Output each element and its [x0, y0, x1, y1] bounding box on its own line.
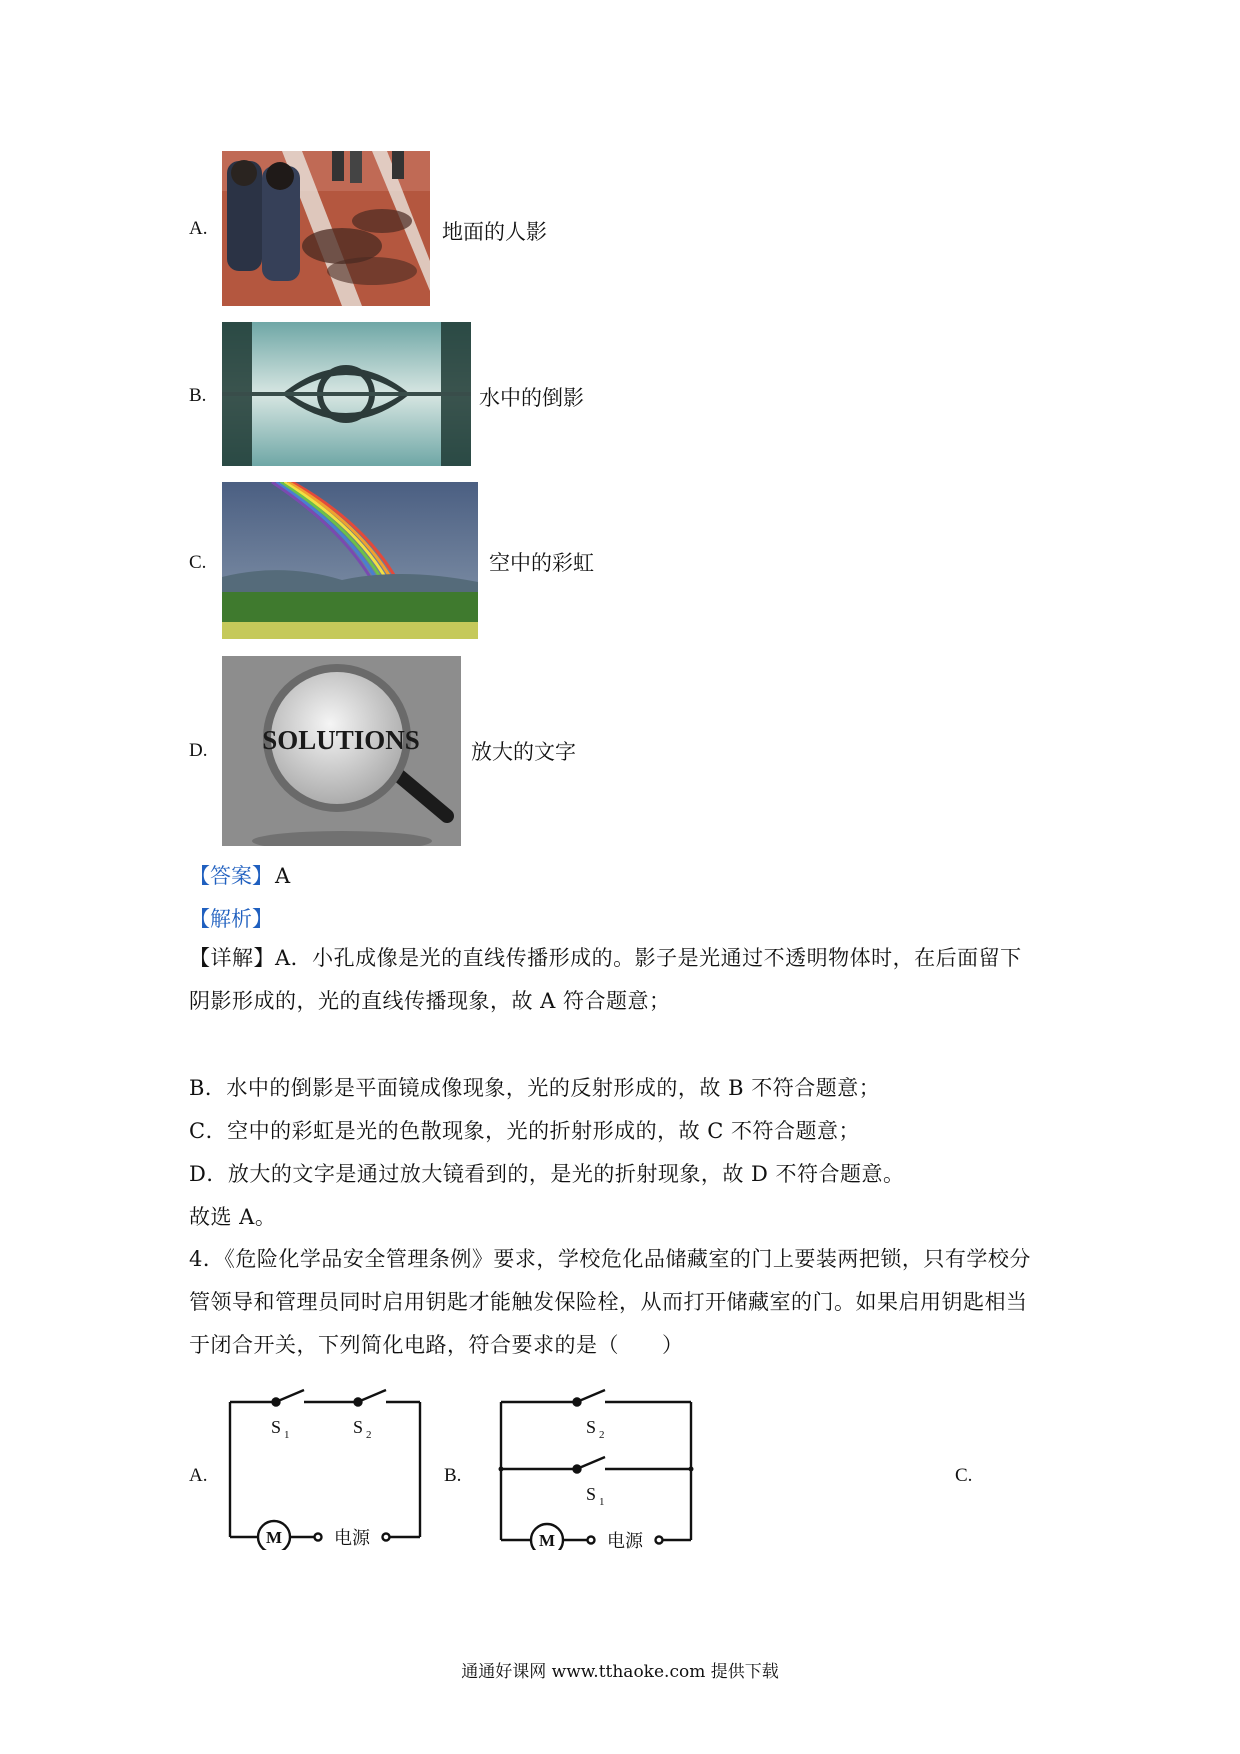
answer-label: 【答案】 — [189, 864, 273, 888]
q4-line1: 4．《危险化学品安全管理条例》要求，学校危化品储藏室的门上要装两把锁，只有学校分 — [189, 1247, 1031, 1271]
circuit-b-s-bottom: S — [585, 1484, 597, 1504]
circuit-b-s-top-sub: 2 — [599, 1429, 605, 1441]
circuit-a-s2-sub: 2 — [366, 1429, 372, 1441]
option-b-caption: 水中的倒影 — [479, 386, 584, 410]
rainbow-photo — [222, 482, 478, 639]
detail-line-b: B．水中的倒影是平面镜成像现象，光的反射形成的，故 B 不符合题意； — [189, 1076, 881, 1100]
shadow-photo — [222, 151, 430, 306]
circuit-a-s1: S — [270, 1417, 282, 1437]
circuit-a-s1-sub: 1 — [284, 1429, 290, 1441]
detail-line-c: C．空中的彩虹是光的色散现象，光的折射形成的，故 C 不符合题意； — [189, 1119, 860, 1143]
detail-label: 【详解】 — [189, 946, 275, 970]
q4-line3: 于闭合开关，下列简化电路，符合要求的是（ ） — [189, 1333, 684, 1357]
detail-options-block — [189, 1067, 1069, 1239]
circuit-a-power-label: 电源 — [334, 1528, 370, 1549]
circuit-a-s2: S — [352, 1417, 364, 1437]
option-b-letter: B. — [189, 385, 207, 406]
q4-option-b-letter: B. — [444, 1465, 462, 1486]
question-4 — [189, 1238, 1069, 1367]
circuit-b-s-bottom-sub: 1 — [599, 1496, 605, 1508]
magnified-text: SOLUTIONS — [262, 725, 420, 755]
detail-block — [189, 937, 1069, 1023]
circuit-b-s-top: S — [585, 1417, 597, 1437]
answer-line — [189, 860, 290, 890]
circuit-a-diagram — [222, 1385, 427, 1550]
answer-value: A — [275, 864, 291, 888]
bridge-reflection-photo — [222, 322, 471, 466]
detail-line2: 阴影形成的，光的直线传播现象，故 A 符合题意； — [189, 989, 671, 1013]
q4-option-a-letter: A. — [189, 1465, 208, 1486]
circuit-b-motor-label: M — [538, 1531, 556, 1550]
detail-line-d: D．放大的文字是通过放大镜看到的，是光的折射现象，故 D 不符合题意。 — [189, 1162, 905, 1186]
detail-line1: A．小孔成像是光的直线传播形成的。影子是光通过不透明物体时，在后面留下 — [275, 946, 1022, 970]
analysis-label: 【解析】 — [189, 907, 273, 931]
magnifier-photo — [222, 656, 461, 846]
circuit-b-power-label: 电源 — [607, 1531, 643, 1550]
q4-option-c-letter: C. — [955, 1465, 973, 1486]
option-d-caption: 放大的文字 — [471, 740, 576, 764]
circuit-b-diagram — [495, 1385, 700, 1550]
option-a-caption: 地面的人影 — [442, 220, 547, 244]
option-a-letter: A. — [189, 218, 208, 239]
q4-line2: 管领导和管理员同时启用钥匙才能触发保险栓，从而打开储藏室的门。如果启用钥匙相当 — [189, 1290, 1028, 1314]
option-c-letter: C. — [189, 552, 207, 573]
option-c-caption: 空中的彩虹 — [489, 551, 594, 575]
circuit-a-motor-label: M — [265, 1528, 283, 1547]
detail-conclusion: 故选 A。 — [189, 1205, 277, 1229]
option-d-letter: D. — [189, 740, 208, 761]
page-footer: 通通好课网 www.tthaoke.com 提供下载 — [461, 1662, 779, 1682]
